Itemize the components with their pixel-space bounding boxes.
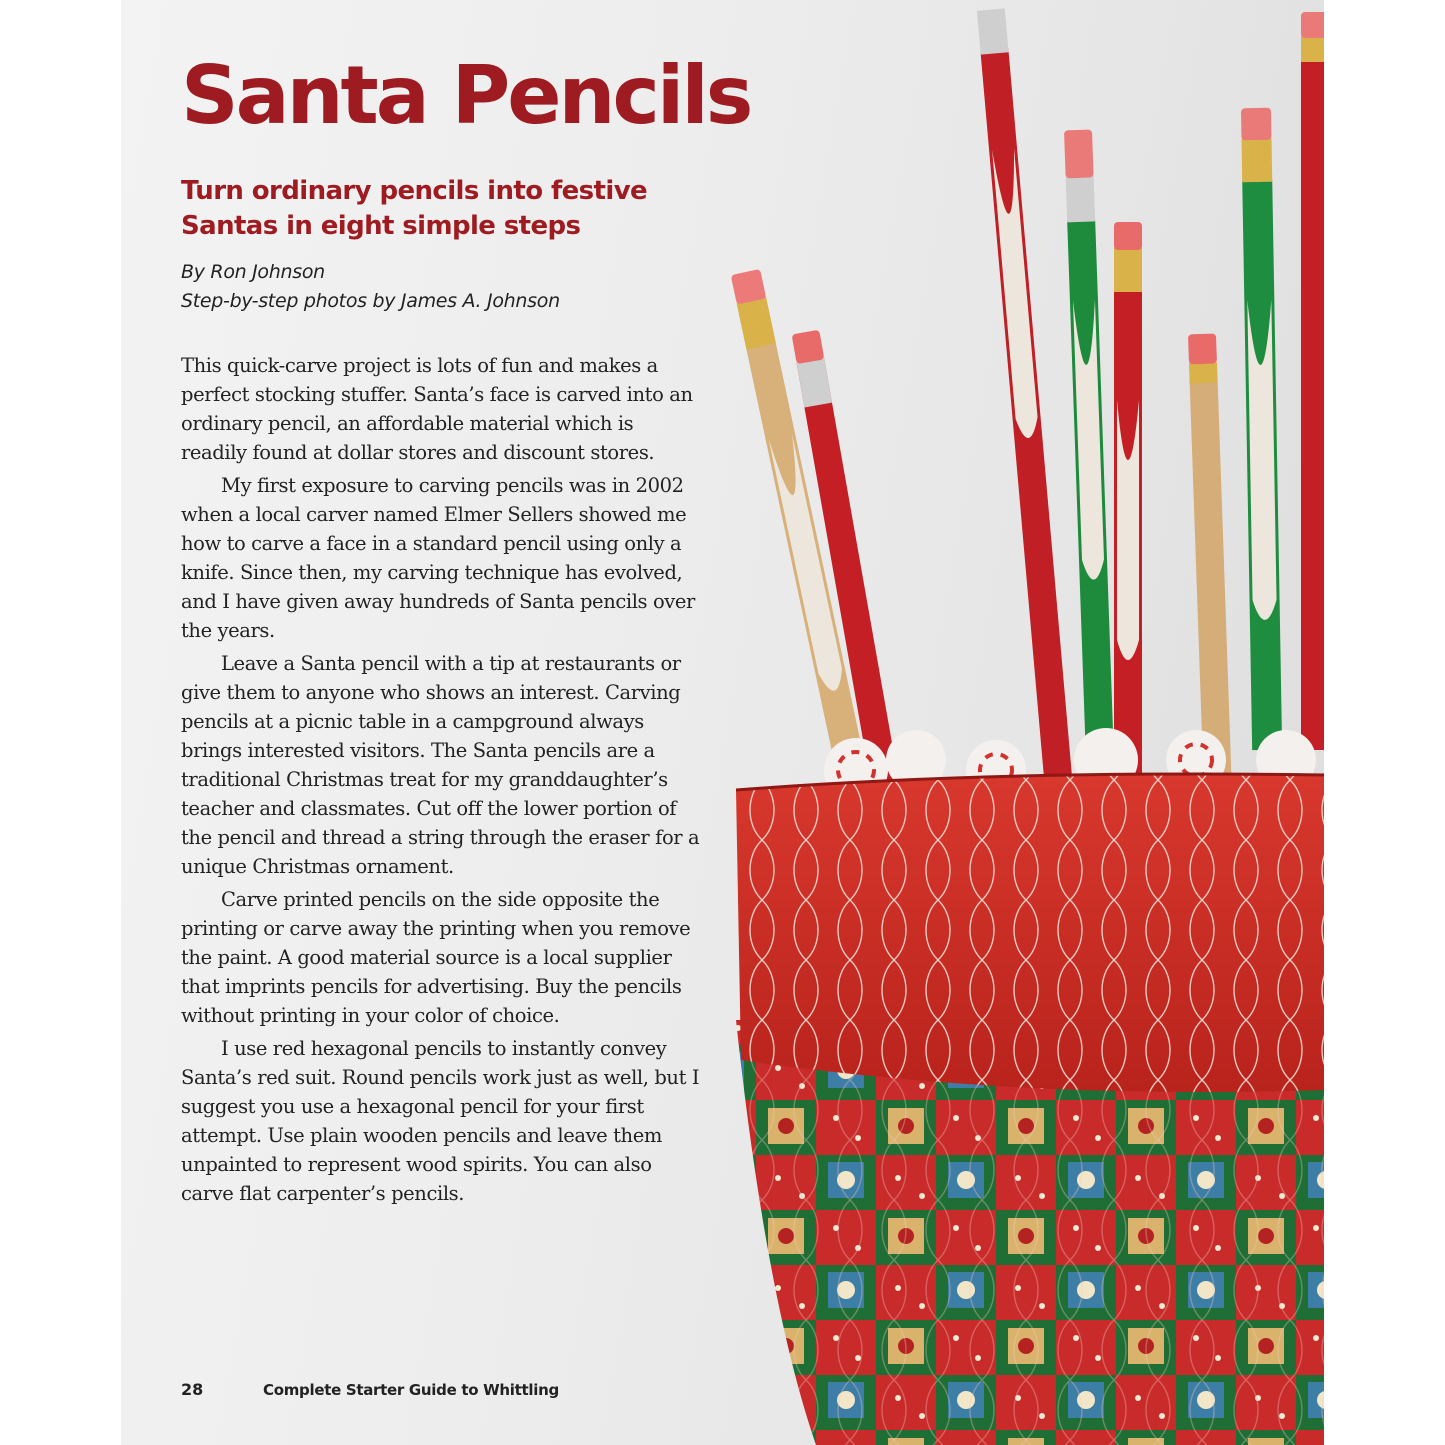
page-number: 28 [181, 1380, 204, 1399]
pencils-group [731, 8, 1324, 874]
body-paragraph-3: Leave a Santa pencil with a tip at restaurants or give them to anyone who shows an interest. Carving pencils at a picnic table in a campground always brings interested visitors. The Santa pencils are a traditional Christmas treat for my granddaughter’s teacher and classmates. Cut off the lower portion of the pencil and thread a string through the eraser for a unique Christmas ornament. [181, 652, 700, 878]
santa-pencils-photo [696, 0, 1324, 1445]
article-subtitle: Turn ordinary pencils into festive Santas in eight simple steps [181, 176, 648, 241]
body-paragraph-2: My first exposure to carving pencils was in 2002 when a local carver named Elmer Sellers showed me how to carve a face in a standard pencil using only a knife. Since then, my carving technique has evolved, and I have given away hundreds of Santa pencils over the years. [181, 474, 695, 642]
photo-credit: Step-by-step photos by James A. Johnson [181, 290, 560, 312]
body-paragraph-5: I use red hexagonal pencils to instantly convey Santa’s red suit. Round pencils work just as well, but I suggest you use a hexagonal pencil for your first attempt. Use plain wooden pencils and leave them unpainted to represent wood spirits. You can also carve flat carpenter’s pencils. [181, 1037, 700, 1205]
article-title: Santa Pencils [181, 49, 751, 142]
byline [181, 258, 560, 316]
book-title: Complete Starter Guide to Whittling [263, 1381, 559, 1399]
body-paragraph-1: This quick-carve project is lots of fun and makes a perfect stocking stuffer. Santa’s face is carved into an ordinary pencil, an affordable material which is readily found at dollar stores and discount stores. [181, 354, 693, 464]
article-body [181, 351, 701, 1212]
page-footer [181, 1380, 559, 1399]
magazine-page [121, 0, 1324, 1445]
body-paragraph-4: Carve printed pencils on the side opposite the printing or carve away the printing when you remove the paint. A good material source is a local supplier that imprints pencils for advertising. Buy the pencils without printing in your color of choice. [181, 888, 691, 1027]
author-credit: By Ron Johnson [181, 261, 325, 283]
